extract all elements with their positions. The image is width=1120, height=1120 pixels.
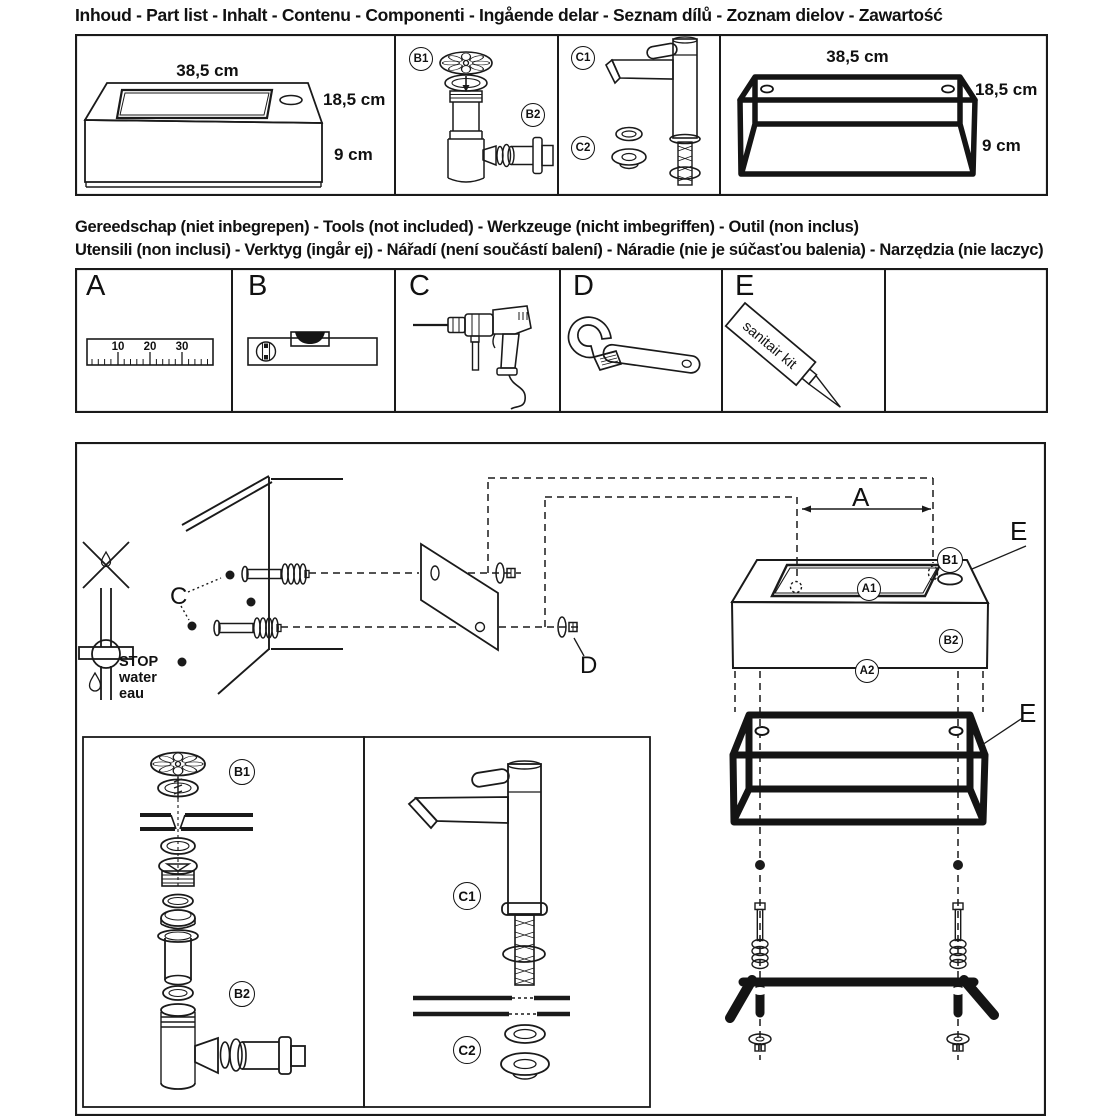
tap-inset-box [364,737,650,1107]
parts-list-title: Inhoud - Part list - Inhalt - Contenu - Componenti - Ingående delar - Seznam dílů - Zoznam dielov - Zawartość [75,5,943,25]
tool-letter-a: A [86,270,106,302]
drill-hole [188,622,197,631]
inset-label-b2: B2 [229,981,255,1007]
tap-hole-marker [791,582,802,593]
drill-hole [247,598,256,607]
assembly-diagram [75,442,1046,1116]
part-label-c2: C2 [571,136,595,160]
drill-hole [178,658,187,667]
part-label-b1: B1 [409,47,433,71]
frame-width-dim: 38,5 cm [826,47,889,66]
washer-nut-pairs [496,563,584,656]
sink-depth-dim: 18,5 cm [323,90,386,109]
frame-drawing [740,77,975,174]
label-nut-d: D [580,652,598,679]
label-underside-a2: A2 [855,659,879,683]
sealant-text: sanitair kit [739,318,800,373]
drain-plug-flower [440,52,492,74]
frame-assembly-drawing [733,715,1021,822]
label-basin-a1: A1 [857,577,881,601]
ruler-mark-30: 30 [175,341,189,353]
sink-assembly-drawing [732,546,1026,668]
sink-width-dim: 38,5 cm [176,61,239,80]
label-seal-frame-e: E [1019,698,1037,728]
frame-depth-dim: 18,5 cm [975,80,1038,99]
tools-title-line2: Utensili (non inclusi) - Verktyg (ingår ej) - Nářadí (není součástí balení) - Náradie (nie je súčasťou balenia) - Narzędzia (nie laczyc) [75,241,1044,259]
tools-table-drawing [75,268,1048,413]
wall-drawing [178,476,344,694]
floor-fixing-parts [730,860,994,1051]
drill-drawing [413,306,531,409]
sink-drawing [85,83,322,187]
tap-exploded-drawing [409,761,570,1079]
inset-label-c1: C1 [453,882,481,910]
sealant-drawing [726,303,853,413]
inset-label-b1: B1 [229,759,255,785]
part-label-c1: C1 [571,46,595,70]
tap-parts-drawing [606,37,700,185]
ruler-drawing [87,339,213,365]
stop-text: STOP [119,654,159,670]
tool-letter-e: E [735,270,755,302]
tool-letter-d: D [573,270,594,302]
wrench-drawing [569,317,701,374]
drain-inset-box [83,737,364,1107]
label-distance-a: A [852,482,870,512]
drill-hole [226,571,235,580]
mounting-plate [421,544,498,650]
tool-letter-c: C [409,270,430,302]
label-trap-b2: B2 [939,629,963,653]
tools-title-line1: Gereedschap (niet inbegrepen) - Tools (not included) - Werkzeuge (nicht imbegriffen) - Outil (non inclus) [75,218,859,236]
inset-label-c2: C2 [453,1036,481,1064]
sink-height-dim: 9 cm [334,145,373,164]
tool-letter-b: B [248,270,268,302]
label-drill-holes-c: C [170,583,188,610]
frame-top-bar [730,980,994,1018]
drain-exploded-drawing [140,753,305,1090]
drain-hole [938,574,962,585]
label-plug-b1: B1 [937,547,963,573]
water-text: water [119,670,157,686]
ruler-mark-10: 10 [111,341,125,353]
label-seal-sink-e: E [1010,516,1028,546]
ruler-mark-20: 20 [143,341,157,353]
part-label-b2: B2 [521,103,545,127]
frame-height-dim: 9 cm [982,136,1021,155]
level-drawing [248,332,377,365]
tap-hole [280,96,302,105]
eau-text: eau [119,686,144,702]
